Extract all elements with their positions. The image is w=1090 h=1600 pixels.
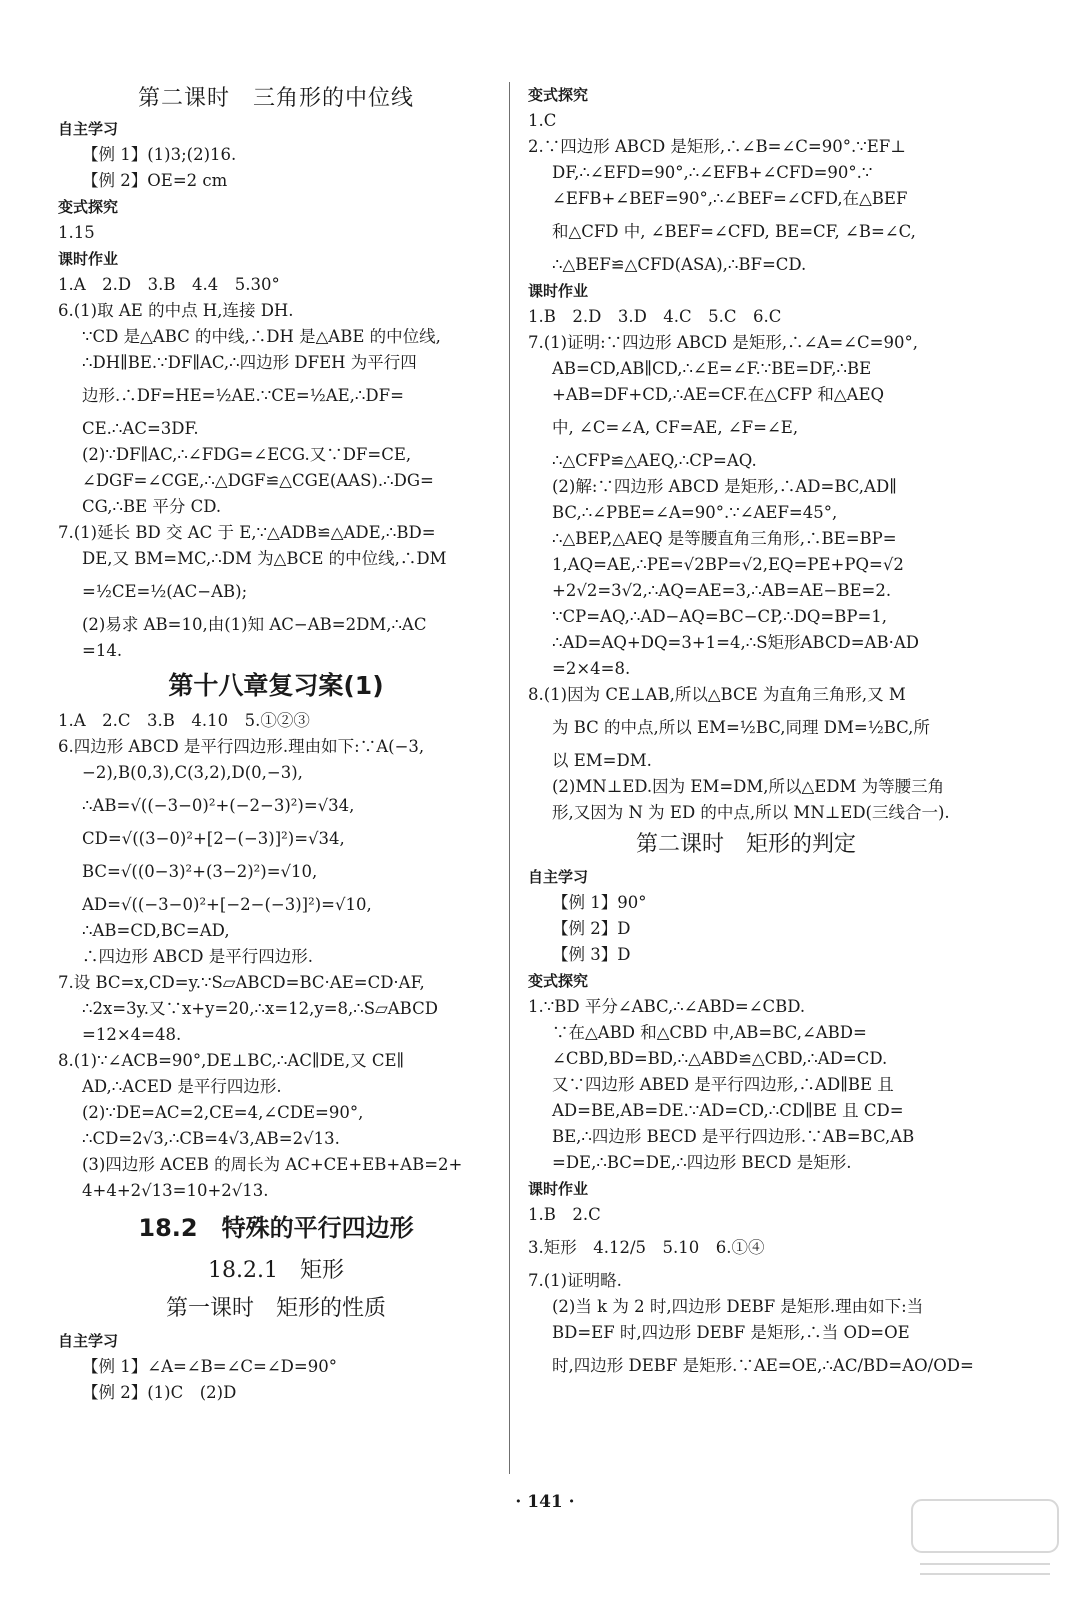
answer-line: 【例 2】D [552,919,631,938]
answer-line: 1.C [528,111,557,130]
section-label: 变式探究 [528,972,589,990]
answer-line: AD=BE,AB=DE.∵AD=CD,∴CD∥BE 且 CD= [552,1101,904,1120]
answer-line: =12×4=48. [82,1025,182,1044]
answer-line: BC,∴∠PBE=∠A=90°.∵∠AEF=45°, [552,503,838,522]
answer-line: ∴△BEP,△AEQ 是等腰直角三角形,∴BE=BP= [552,529,897,548]
answer-line: 形,又因为 N 为 ED 的中点,所以 MN⊥ED(三线合一). [552,803,950,822]
answer-line: ∴2x=3y.又∵x+y=20,∴x=12,y=8,∴S▱ABCD [82,999,438,1018]
answer-line: 8.(1)∵∠ACB=90°,DE⊥BC,∴AC∥DE,又 CE∥ [58,1051,405,1070]
answer-line: ∴DH∥BE.∵DF∥AC,∴四边形 DFEH 为平行四 [82,353,417,372]
answer-line: BD=EF 时,四边形 DEBF 是矩形,∴当 OD=OE [552,1323,910,1342]
section-label: 自主学习 [58,1332,119,1350]
answer-line: ∴△CFP≌△AEQ,∴CP=AQ. [552,451,757,470]
section-label: 课时作业 [58,250,119,268]
answer-line: ∴四边形 ABCD 是平行四边形. [82,947,313,966]
answer-line: 1.B 2.C [528,1205,601,1224]
answer-line: AB=CD,AB∥CD,∴∠E=∠F.∵BE=DF,∴BE [552,359,872,378]
answer-line: ∴AD=AQ+DQ=3+1=4,∴S矩形ABCD=AB·AD [552,633,919,652]
answer-line: DE,又 BM=MC,∴DM 为△BCE 的中位线,∴DM [82,549,447,568]
answer-line: (2)当 k 为 2 时,四边形 DEBF 是矩形.理由如下:当 [552,1297,924,1316]
answer-block [58,1328,494,1406]
answer-line: 7.设 BC=x,CD=y.∵S▱ABCD=BC·AE=CD·AF, [58,973,425,992]
answer-line: 边形.∴DF=HE=½AE.∵CE=½AE,∴DF= [82,386,404,405]
lesson-title: 第二课时 三角形的中位线 [137,86,414,111]
answer-line: (2)∵DF∥AC,∴∠FDG=∠ECG.又∵DF=CE, [82,445,412,464]
watermark-logo [910,1498,1060,1580]
answer-line: 时,四边形 DEBF 是矩形.∵AE=OE,∴AC/BD=AO/OD= [552,1356,974,1375]
answer-line: ∠DGF=∠CGE,∴△DGF≌△CGE(AAS).∴DG= [82,471,434,490]
section-label: 课时作业 [528,1180,589,1198]
answer-block [528,864,974,1386]
answer-line: 8.(1)因为 CE⊥AB,所以△BCE 为直角三角形,又 M [528,685,906,704]
section-label: 变式探究 [528,86,589,104]
subsection-title: 18.2.1 矩形 [208,1258,344,1283]
answer-line: AD=√((−3−0)²+[−2−(−3)]²)=√10, [82,895,372,914]
answer-line: CG,∴BE 平分 CD. [82,497,222,516]
answer-line: =DE,∴BC=DE,∴四边形 BECD 是矩形. [552,1153,852,1172]
answer-line: −2),B(0,3),C(3,2),D(0,−3), [82,763,303,782]
answer-line: ∴AB=CD,BC=AD, [82,921,230,940]
answer-line: (3)四边形 ACEB 的周长为 AC+CE+EB+AB=2+ [82,1155,463,1174]
answer-line: 【例 1】(1)3;(2)16. [82,145,237,164]
answer-line: =2×4=8. [552,659,631,678]
answer-line: ∵CP=AQ,∴AD−AQ=BC−CP,∴DQ=BP=1, [552,607,888,626]
answer-line: 中, ∠C=∠A, CF=AE, ∠F=∠E, [552,418,799,437]
answer-line: ∵CD 是△ABC 的中线,∴DH 是△ABE 的中位线, [82,327,441,346]
answer-line: DF,∴∠EFD=90°,∴∠EFB+∠CFD=90°.∵ [552,163,873,182]
answer-line: ∠EFB+∠BEF=90°,∴∠BEF=∠CFD,在△BEF [552,189,908,208]
answer-line: 和△CFD 中, ∠BEF=∠CFD, BE=CF, ∠B=∠C, [552,222,916,241]
answer-line: 1.15 [58,223,95,242]
answer-line: CE.∴AC=3DF. [82,419,199,438]
answer-line: =½CE=½(AC−AB); [82,582,248,601]
answer-line: 1.A 2.C 3.B 4.10 5.①②③ [58,711,310,730]
answer-line: 1,AQ=AE,∴PE=√2BP=√2,EQ=PE+PQ=√2 [552,555,904,574]
section-label: 变式探究 [58,198,119,216]
answer-line: 7.(1)延长 BD 交 AC 于 E,∵△ADB≌△ADE,∴BD= [58,523,436,542]
answer-line: 6.(1)取 AE 的中点 H,连接 DH. [58,301,294,320]
answer-line: (2)MN⊥ED.因为 EM=DM,所以△EDM 为等腰三角 [552,777,945,796]
answer-line: 【例 2】OE=2 cm [82,171,228,190]
answer-line: (2)解:∵四边形 ABCD 是矩形,∴AD=BC,AD∥ [552,477,897,496]
answer-line: =14. [82,641,123,660]
section-label: 课时作业 [528,282,589,300]
section-title: 18.2 特殊的平行四边形 [138,1214,414,1242]
column-divider [509,82,510,1474]
answer-line: (2)∵DE=AC=2,CE=4,∠CDE=90°, [82,1103,364,1122]
answer-line: 1.B 2.D 3.D 4.C 5.C 6.C [528,307,782,326]
answer-block [58,116,494,664]
answer-line: 1.A 2.D 3.B 4.4 5.30° [58,275,280,294]
answer-block [58,708,494,1204]
answer-line: 2.∵四边形 ABCD 是矩形,∴∠B=∠C=90°.∵EF⊥ [528,137,906,156]
watermark-icon [910,1498,1060,1580]
answer-line: BC=√((0−3)²+(3−2)²)=√10, [82,862,318,881]
answer-line: 为 BC 的中点,所以 EM=½BC,同理 DM=½BC,所 [552,718,930,737]
answer-line: 4+4+2√13=10+2√13. [82,1181,269,1200]
answer-line: 3.矩形 4.12/5 5.10 6.①④ [528,1238,765,1257]
right-column [528,82,974,1386]
answer-line: 【例 1】90° [552,893,647,912]
answer-line: 7.(1)证明略. [528,1271,622,1290]
answer-line: (2)易求 AB=10,由(1)知 AC−AB=2DM,∴AC [82,615,427,634]
answer-line: 又∵四边形 ABED 是平行四边形,∴AD∥BE 且 [552,1075,894,1094]
page-number: · 141 · [515,1492,575,1512]
section-label: 自主学习 [58,120,119,138]
answer-line: 6.四边形 ABCD 是平行四边形.理由如下:∵A(−3, [58,737,425,756]
answer-line: +2√2=3√2,∴AQ=AE=3,∴AB=AE−BE=2. [552,581,892,600]
answer-line: ∵在△ABD 和△CBD 中,AB=BC,∠ABD= [552,1023,867,1042]
answer-line: ∴CD=2√3,∴CB=4√3,AB=2√13. [82,1129,340,1148]
answer-line: 【例 3】D [552,945,631,964]
answer-line: ∴△BEF≌△CFD(ASA),∴BF=CD. [552,255,807,274]
left-column [58,82,494,1406]
answer-line: 【例 2】(1)C (2)D [82,1383,237,1402]
answer-line: 1.∵BD 平分∠ABC,∴∠ABD=∠CBD. [528,997,806,1016]
section-label: 自主学习 [528,868,589,886]
lesson-title: 第二课时 矩形的判定 [635,832,856,857]
answer-line: BE,∴四边形 BECD 是平行四边形.∵AB=BC,AB [552,1127,915,1146]
chapter-title: 第十八章复习案(1) [168,671,384,700]
answer-block [528,82,964,826]
answer-line: CD=√((3−0)²+[2−(−3)]²)=√34, [82,829,345,848]
answer-line: +AB=DF+CD,∴AE=CF.在△CFP 和△AEQ [552,385,885,404]
answer-line: 以 EM=DM. [552,751,652,770]
lesson-title: 第一课时 矩形的性质 [165,1296,386,1321]
answer-line: 【例 1】∠A=∠B=∠C=∠D=90° [82,1357,337,1376]
answer-line: ∠CBD,BD=BD,∴△ABD≌△CBD,∴AD=CD. [552,1049,888,1068]
answer-line: ∴AB=√((−3−0)²+(−2−3)²)=√34, [82,796,355,815]
answer-line: 7.(1)证明:∵四边形 ABCD 是矩形,∴∠A=∠C=90°, [528,333,918,352]
answer-line: AD,∴ACED 是平行四边形. [82,1077,282,1096]
